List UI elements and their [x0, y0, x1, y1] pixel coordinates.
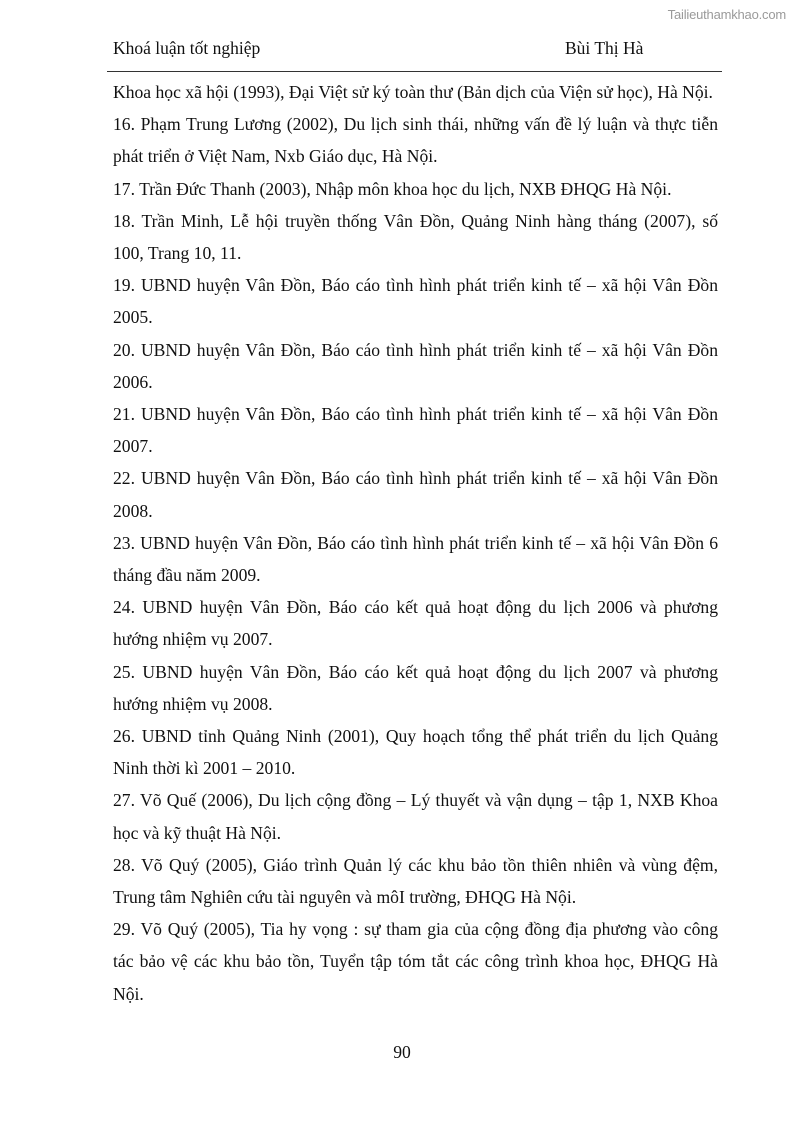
reference-item: 22. UBND huyện Vân Đồn, Báo cáo tình hình phát triển kinh tế – xã hội Vân Đồn 2008. [113, 468, 718, 521]
reference-item: 29. Võ Quý (2005), Tia hy vọng : sự tham gia của cộng đồng địa phương vào công tác bảo vệ các khu bảo tồn, Tuyển tập tóm tắt các công trình khoa học, ĐHQG Hà Nội. [113, 919, 718, 1004]
header-rule [107, 71, 722, 72]
reference-item: Khoa học xã hội (1993), Đại Việt sử ký toàn thư (Bản dịch của Viện sử học), Hà Nội. [113, 82, 713, 102]
header-author: Bùi Thị Hà [565, 38, 644, 58]
page-header [110, 38, 720, 62]
page-number: 90 [393, 1042, 411, 1062]
reference-list [113, 76, 718, 1010]
watermark: Tailieuthamkhao.com [667, 7, 786, 22]
reference-item: 20. UBND huyện Vân Đồn, Báo cáo tình hình phát triển kinh tế – xã hội Vân Đồn 2006. [113, 339, 718, 392]
reference-item: 28. Võ Quý (2005), Giáo trình Quản lý các khu bảo tồn thiên nhiên và vùng đệm, Trung tâm Nghiên cứu tài nguyên và môI trường, ĐHQG Hà Nội. [113, 854, 718, 908]
header-title: Khoá luận tốt nghiệp [113, 38, 261, 58]
reference-item: 27. Võ Quế (2006), Du lịch cộng đồng – Lý thuyết và vận dụng – tập 1, NXB Khoa học và kỹ thuật Hà Nội. [113, 790, 718, 843]
reference-item: 21. UBND huyện Vân Đồn, Báo cáo tình hình phát triển kinh tế – xã hội Vân Đồn 2007. [113, 404, 718, 457]
reference-item: 26. UBND tỉnh Quảng Ninh (2001), Quy hoạch tổng thể phát triển du lịch Quảng Ninh thời kì 2001 – 2010. [113, 726, 718, 779]
reference-item: 25. UBND huyện Vân Đồn, Báo cáo kết quả hoạt động du lịch 2007 và phương hướng nhiệm vụ 2008. [113, 661, 718, 714]
reference-item: 23. UBND huyện Vân Đồn, Báo cáo tình hình phát triển kinh tế – xã hội Vân Đồn 6 tháng đầu năm 2009. [113, 532, 718, 586]
reference-item: 16. Phạm Trung Lương (2002), Du lịch sinh thái, những vấn đề lý luận và thực tiễn phát triển ở Việt Nam, Nxb Giáo dục, Hà Nội. [113, 114, 718, 167]
reference-item: 17. Trần Đức Thanh (2003), Nhập môn khoa học du lịch, NXB ĐHQG Hà Nội. [113, 178, 672, 199]
reference-item: 19. UBND huyện Vân Đồn, Báo cáo tình hình phát triển kinh tế – xã hội Vân Đồn 2005. [113, 275, 718, 328]
reference-item: 18. Trần Minh, Lễ hội truyền thống Vân Đồn, Quảng Ninh hàng tháng (2007), số 100, Trang 10, 11. [113, 210, 718, 264]
reference-item: 24. UBND huyện Vân Đồn, Báo cáo kết quả hoạt động du lịch 2006 và phương hướng nhiệm vụ 2007. [113, 597, 718, 650]
